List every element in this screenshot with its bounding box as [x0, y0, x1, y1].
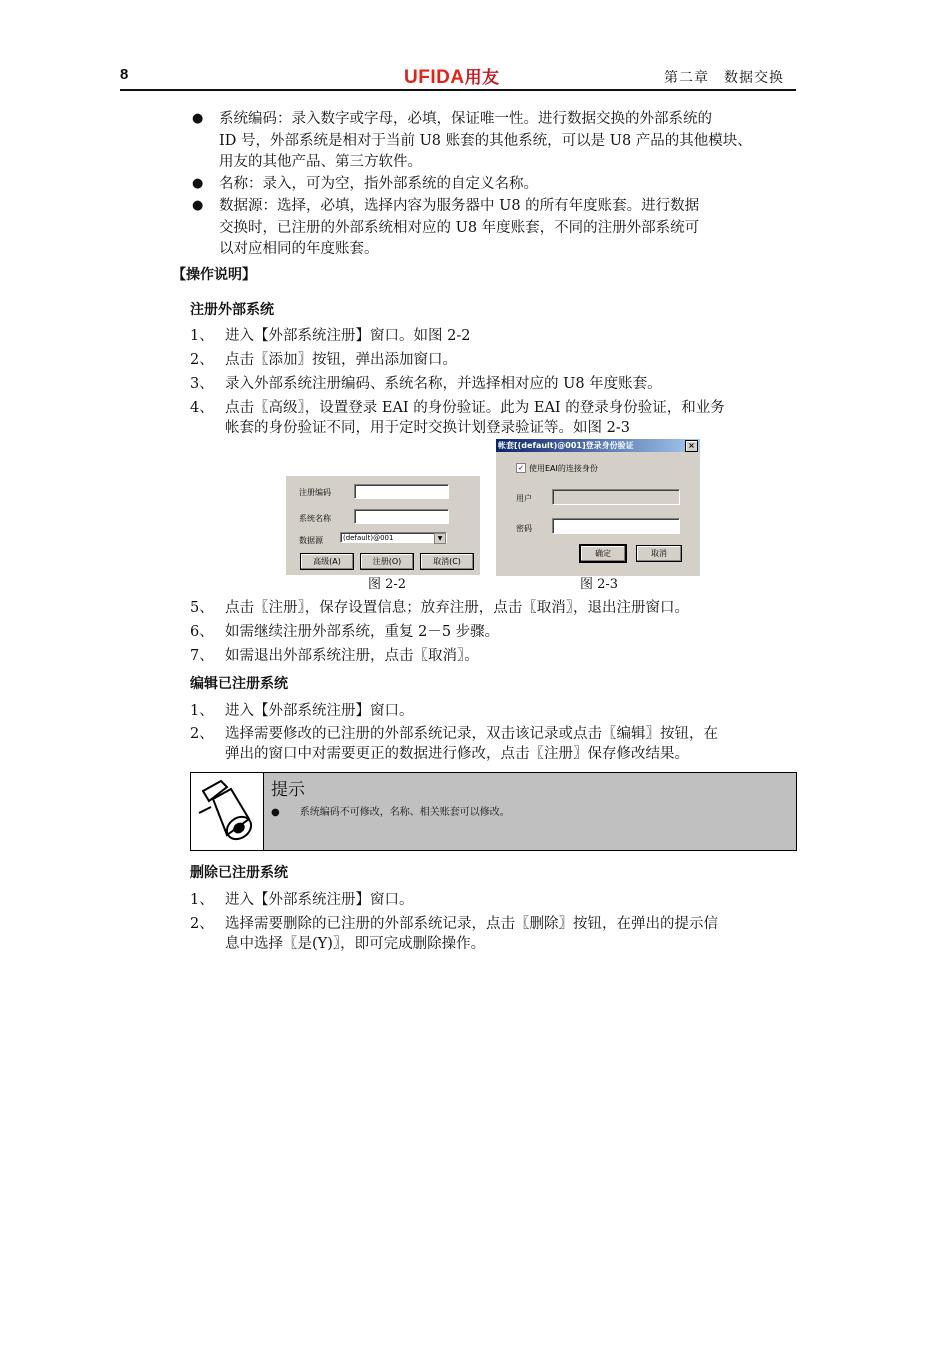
data-source-label: 数据源 [299, 536, 323, 545]
step-text: 进入【外部系统注册】窗口。如图 2-2 [225, 328, 471, 344]
register-button[interactable]: 注册(O) [360, 553, 414, 570]
auth-dialog [496, 439, 700, 576]
header-rule [120, 89, 796, 91]
bullet-line: 交换时，已注册的外部系统相对应的 U8 年度账套，不同的注册外部系统可 [219, 220, 700, 236]
ufida-logo [404, 63, 500, 89]
step-number: 5、 [190, 600, 214, 616]
bullet-dot: ● [271, 807, 280, 818]
cancel-button[interactable]: 取消(C) [420, 553, 474, 570]
step-number: 6、 [190, 624, 214, 640]
tip-title: 提示 [271, 780, 305, 800]
chapter-title: 第二章 数据交换 [664, 70, 784, 86]
step-text: 息中选择〖是(Y)〗，即可完成删除操作。 [225, 936, 486, 952]
password-label: 密码 [516, 524, 532, 533]
step-number: 1、 [190, 328, 214, 344]
chevron-down-icon[interactable]: ▼ [434, 533, 446, 544]
step-number: 2、 [190, 916, 214, 932]
tip-text [271, 803, 510, 818]
step-number: 1、 [190, 703, 214, 719]
checkbox-label: 使用EAI的连接身份 [529, 464, 598, 473]
step-text: 点击〖高级〗，设置登录 EAI 的身份验证。此为 EAI 的登录身份验证，和业务 [225, 400, 725, 416]
ok-button[interactable]: 确定 [580, 545, 626, 562]
code-label: 注册编码 [299, 488, 331, 497]
step-text: 进入【外部系统注册】窗口。 [225, 892, 414, 908]
bullet-line: 以对应相同的年度账套。 [219, 241, 379, 257]
bullet-line: ID 号，外部系统是相对于当前 U8 账套的其他系统，可以是 U8 产品的其他模块、 [219, 133, 752, 149]
cancel-button[interactable]: 取消 [636, 545, 682, 562]
step-text: 弹出的窗口中对需要更正的数据进行修改，点击〖注册〗保存修改结果。 [225, 746, 689, 762]
figure-caption: 图 2-3 [580, 577, 619, 592]
delete-title: 删除已注册系统 [190, 865, 288, 881]
dialog-titlebar [496, 439, 700, 452]
step-text: 如需继续注册外部系统，重复 2－5 步骤。 [225, 624, 500, 640]
step-text: 选择需要删除的已注册的外部系统记录，点击〖删除〗按钮，在弹出的提示信 [225, 916, 718, 932]
advanced-button[interactable]: 高级(A) [300, 553, 354, 570]
megaphone-icon [191, 773, 264, 850]
dialog-title: 帐套[(default)@001]登录身份验证 [498, 441, 634, 450]
step-number: 2、 [190, 726, 214, 742]
bullet-line: 数据源：选择，必填，选择内容为服务器中 U8 的所有年度账套。进行数据 [219, 198, 700, 214]
bullet-line: 名称：录入，可为空，指外部系统的自定义名称。 [219, 176, 538, 192]
step-number: 3、 [190, 376, 214, 392]
data-source-select[interactable] [340, 532, 447, 543]
bullet-dot: ● [192, 198, 204, 213]
user-input[interactable] [552, 489, 680, 505]
user-label: 用户 [516, 494, 532, 503]
bullet-dot: ● [192, 111, 204, 126]
edit-title: 编辑已注册系统 [190, 676, 288, 692]
step-number: 4、 [190, 400, 214, 416]
logo-text: UFIDA [404, 67, 465, 88]
section-heading: 【操作说明】 [172, 267, 256, 283]
system-name-label: 系统名称 [299, 514, 331, 523]
bullet-line: 用友的其他产品、第三方软件。 [219, 154, 422, 170]
bullet-dot: ● [192, 176, 204, 191]
tip-box [190, 772, 797, 851]
use-eai-checkbox[interactable]: ✓ [516, 463, 526, 473]
register-dialog [286, 476, 480, 575]
system-name-input[interactable] [354, 509, 449, 524]
step-text: 选择需要修改的已注册的外部系统记录，双击该记录或点击〖编辑〗按钮，在 [225, 726, 718, 742]
close-icon[interactable]: × [685, 440, 698, 452]
step-text: 帐套的身份验证不同，用于定时交换计划登录验证等。如图 2-3 [225, 420, 630, 436]
data-source-value: (default)@001 [343, 534, 394, 542]
tip-content: 系统编码不可修改，名称、相关账套可以修改。 [299, 807, 510, 818]
figure-caption: 图 2-2 [368, 577, 407, 592]
code-input[interactable] [354, 484, 449, 499]
step-text: 点击〖注册〗，保存设置信息；放弃注册，点击〖取消〗，退出注册窗口。 [225, 600, 689, 616]
step-number: 7、 [190, 648, 214, 664]
step-text: 如需退出外部系统注册，点击〖取消〗。 [225, 648, 479, 664]
register-title: 注册外部系统 [190, 302, 274, 318]
step-text: 录入外部系统注册编码、系统名称，并选择相对应的 U8 年度账套。 [225, 376, 662, 392]
step-text: 进入【外部系统注册】窗口。 [225, 703, 414, 719]
page-number: 8 [120, 66, 129, 83]
step-number: 2、 [190, 352, 214, 368]
step-number: 1、 [190, 892, 214, 908]
logo-cn-text: 用友 [464, 68, 500, 88]
password-input[interactable] [552, 518, 680, 534]
step-text: 点击〖添加〗按钮，弹出添加窗口。 [225, 352, 457, 368]
bullet-line: 系统编码：录入数字或字母，必填，保证唯一性。进行数据交换的外部系统的 [219, 111, 712, 127]
